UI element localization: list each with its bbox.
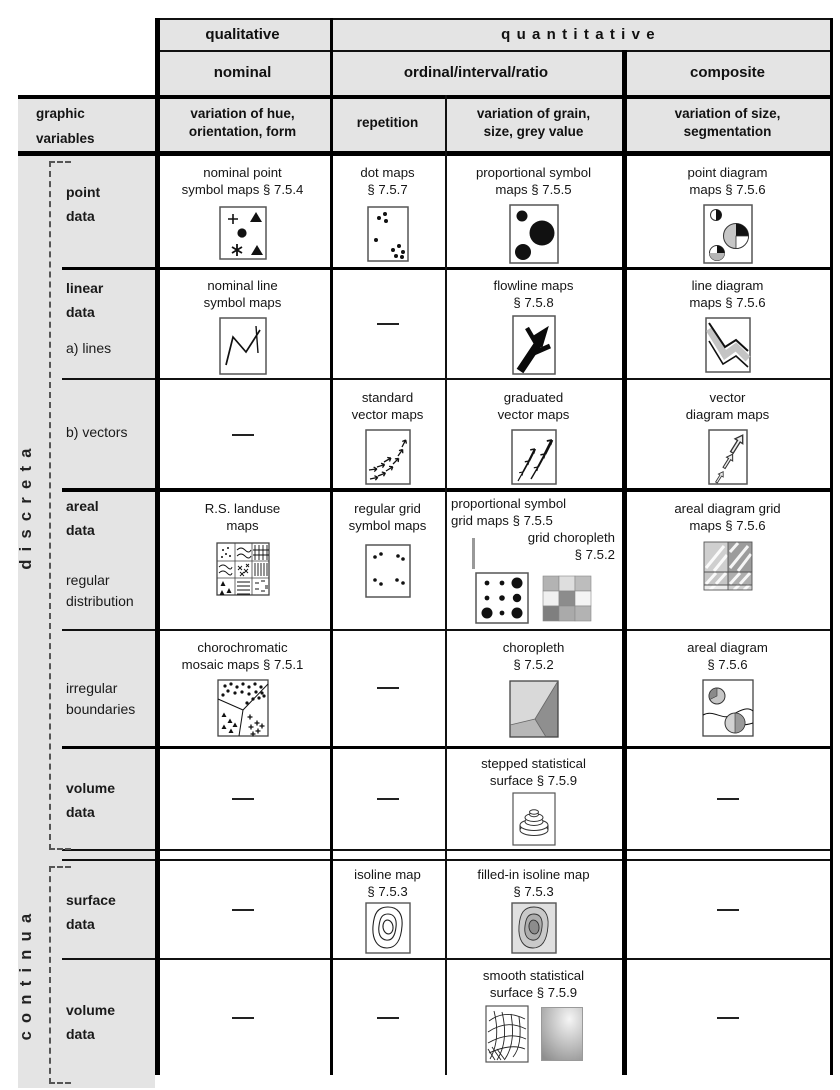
header-repetition [332, 97, 443, 149]
cell-isoline-map [332, 862, 443, 961]
cell-filled-isoline-map [447, 862, 620, 961]
row-label-line: data [66, 208, 95, 224]
header-line: repetition [356, 115, 419, 130]
row-label-areal-data [66, 494, 99, 542]
none-dash [717, 798, 739, 800]
row-label-surface-data [66, 888, 116, 936]
header-label: quantitative [501, 25, 661, 43]
cell-empty [157, 862, 328, 957]
cell-empty [332, 269, 443, 378]
caption-line: regular grid [354, 501, 421, 516]
none-dash [377, 323, 399, 325]
vector-diagram-icon [708, 429, 748, 485]
caption-line: maps § 7.5.6 [689, 518, 766, 533]
caption-line: diagram maps [685, 407, 770, 422]
none-dash [232, 434, 254, 436]
isoline-map-icon [365, 902, 411, 954]
cell-nominal-line-symbol-maps [157, 269, 328, 386]
cell-caption [205, 500, 281, 534]
header-line: variation of hue, [190, 106, 295, 121]
row-label-line: data [66, 304, 95, 320]
caption-line: mosaic maps § 7.5.1 [181, 657, 304, 672]
line-diagram-icon [705, 317, 751, 373]
section-label-discreta [17, 385, 45, 625]
cell-vector-diagram-maps [625, 381, 830, 496]
caption-line: areal diagram grid [674, 501, 781, 516]
cell-regular-grid-symbol-maps [332, 492, 443, 635]
caption-line: R.S. landuse [204, 501, 281, 516]
cell-empty [332, 749, 443, 848]
row-label-line: a) lines [66, 340, 112, 356]
cell-caption [688, 164, 768, 198]
row-label-line: point [66, 184, 101, 200]
cell-caption [686, 389, 770, 423]
header-line: segmentation [683, 124, 772, 139]
cell-empty [157, 749, 328, 848]
dot-map-icon [367, 206, 409, 262]
caption-line: surface § 7.5.9 [489, 985, 578, 1000]
cell-rs-landuse-maps [157, 492, 328, 635]
caption-line: standard [361, 390, 414, 405]
cell-empty [332, 961, 443, 1075]
caption-line: maps § 7.5.6 [689, 295, 766, 310]
caption-line: stepped statistical [481, 756, 586, 771]
chorochromatic-mosaic-icon [217, 679, 269, 737]
cell-empty [157, 961, 328, 1075]
cell-empty [157, 381, 328, 488]
none-dash [377, 687, 399, 689]
header-composite [625, 51, 830, 94]
header-label: nominal [213, 64, 272, 81]
row-label-b-vectors [66, 420, 127, 444]
none-dash [377, 1017, 399, 1019]
header-variation-size [625, 97, 830, 149]
filled-isoline-map-icon [511, 902, 557, 954]
cell-standard-vector-maps [332, 381, 443, 496]
header-label: ordinal/interval/ratio [403, 64, 549, 81]
row-label-point-data [66, 180, 100, 228]
row-label-line: irregular [66, 680, 118, 696]
caption-line: symbol maps [348, 518, 427, 533]
cell-caption [182, 639, 304, 673]
cell-stepped-statistical-surface [447, 749, 620, 854]
caption-divider-tick [472, 538, 475, 569]
cell-nominal-point-symbol-maps [157, 156, 328, 275]
cell-icons [447, 572, 620, 624]
cell-empty [332, 631, 443, 745]
row-label-line: volume [66, 780, 116, 796]
caption-line: filled-in isoline map [477, 867, 590, 882]
row-label-volume-data-continua [66, 998, 115, 1046]
caption-line: symbol maps [203, 295, 282, 310]
caption-line: point diagram [687, 165, 768, 180]
row-label-line: regular [66, 572, 110, 588]
caption-line: areal diagram [687, 640, 768, 655]
fishnet-surface-icon [485, 1005, 529, 1063]
row-label-linear-data [66, 276, 103, 324]
caption-line: vector maps [351, 407, 424, 422]
caption-line: § 7.5.3 [513, 884, 554, 899]
cell-caption [349, 500, 427, 534]
caption-line: § 7.5.7 [367, 182, 408, 197]
header-label: qualitative [205, 25, 280, 43]
row-label-line: data [66, 1026, 95, 1042]
cell-flowline-maps [447, 269, 620, 386]
row-label-line: b) vectors [66, 424, 128, 440]
cell-icons [485, 1005, 583, 1063]
cell-caption [674, 500, 780, 534]
cell-caption [481, 755, 586, 789]
header-label: composite [689, 64, 765, 81]
caption-line: vector [709, 390, 746, 405]
cell-caption [360, 164, 414, 198]
row-label-line: boundaries [66, 701, 136, 717]
graduated-vectors-icon [511, 429, 557, 485]
caption-line: grid choropleth [527, 530, 615, 545]
caption-line: nominal point [203, 165, 282, 180]
cell-caption [689, 277, 765, 311]
standard-vectors-icon [365, 429, 411, 485]
choropleth-icon [508, 679, 560, 739]
header-line: size, grey value [483, 124, 584, 139]
cell-smooth-statistical-surface [447, 961, 620, 1081]
areal-diagram-pies-icon [702, 679, 754, 737]
cell-caption [477, 866, 589, 900]
cell-caption [451, 495, 566, 529]
cell-proportional-symbol-grid-maps [447, 492, 620, 627]
corner-graphic-variables [36, 101, 95, 151]
cell-empty [625, 862, 830, 957]
caption-line: graduated [503, 390, 564, 405]
row-label-line: linear [66, 280, 104, 296]
smooth-gradient-surface-icon [541, 1007, 583, 1061]
caption-line: surface § 7.5.9 [489, 773, 578, 788]
row-label-line: areal [66, 498, 99, 514]
regular-grid-symbols-icon [365, 544, 411, 598]
cell-caption [494, 277, 574, 311]
caption-line: grid maps § 7.5.5 [451, 513, 553, 528]
header-variation-hue [157, 97, 328, 149]
caption-line: maps § 7.5.5 [495, 182, 572, 197]
caption-line: § 7.5.2 [574, 547, 615, 562]
nominal-point-symbols-icon [219, 206, 267, 260]
section-label-text: discreta [17, 440, 35, 570]
cell-caption [476, 164, 591, 198]
section-label-continua [17, 853, 45, 1090]
cell-proportional-symbol-maps [447, 156, 620, 275]
caption-line: vector maps [497, 407, 570, 422]
row-label-line: surface [66, 892, 116, 908]
header-variable [675, 105, 781, 141]
stepped-statistical-surface-icon [512, 792, 556, 846]
caption-line: proportional symbol [451, 496, 567, 511]
row-label-line: data [66, 522, 95, 538]
row-label-line: data [66, 804, 95, 820]
caption-line: dot maps [360, 165, 415, 180]
caption-line: maps [226, 518, 259, 533]
cell-areal-diagram-grid-maps [625, 492, 830, 635]
caption-line: choropleth [502, 640, 565, 655]
caption-line: proportional symbol [475, 165, 592, 180]
header-line: orientation, form [188, 124, 297, 139]
pie-chart-map-icon [703, 204, 753, 264]
proportional-symbol-grid-icon [475, 572, 529, 624]
caption-line: line diagram [691, 278, 764, 293]
none-dash [232, 1017, 254, 1019]
row-label-line: distribution [66, 593, 134, 609]
header-ordinal-interval-ratio [332, 51, 620, 94]
cell-areal-diagram [625, 631, 830, 753]
row-label-a-lines [66, 336, 111, 360]
row-label-line: data [66, 916, 95, 932]
cell-empty [625, 749, 830, 848]
header-quantitative [332, 19, 830, 49]
cell-choropleth [447, 631, 620, 753]
none-dash [232, 909, 254, 911]
cell-caption [498, 389, 570, 423]
caption-line: maps § 7.5.6 [689, 182, 766, 197]
section-label-text: continua [17, 905, 35, 1041]
cell-caption [354, 866, 421, 900]
cell-caption [503, 639, 565, 673]
grid-choropleth-icon [541, 574, 593, 623]
caption-line: smooth statistical [482, 968, 585, 983]
header-line: variation of size, [674, 106, 781, 121]
cell-caption [528, 529, 615, 563]
none-dash [377, 798, 399, 800]
row-label-regular-distribution [66, 570, 134, 612]
cell-caption [182, 164, 304, 198]
areal-diagram-grid-icon [702, 540, 754, 592]
header-line: variation of grain, [476, 106, 591, 121]
header-variation-grain [447, 97, 620, 149]
caption-line: § 7.5.2 [513, 657, 554, 672]
row-label-line: volume [66, 1002, 116, 1018]
caption-line: flowline maps [493, 278, 574, 293]
cell-graduated-vector-maps [447, 381, 620, 496]
corner-line: graphic [36, 106, 85, 121]
cell-chorochromatic-mosaic-maps [157, 631, 328, 753]
cell-caption [687, 639, 768, 673]
row-label-volume-data-discreta [66, 776, 115, 824]
cell-point-diagram-maps [625, 156, 830, 275]
corner-line: variables [36, 131, 95, 146]
caption-line: nominal line [207, 278, 278, 293]
header-qualitative [157, 19, 328, 49]
cell-empty [625, 961, 830, 1075]
cell-line-diagram-maps [625, 269, 830, 386]
header-variable [189, 105, 296, 141]
caption-line: § 7.5.6 [707, 657, 748, 672]
proportional-symbols-icon [509, 204, 559, 264]
row-label-irregular-boundaries [66, 678, 135, 720]
cell-caption [352, 389, 424, 423]
header-nominal [157, 51, 328, 94]
none-dash [717, 909, 739, 911]
none-dash [717, 1017, 739, 1019]
cell-caption [204, 277, 282, 311]
flowline-icon [512, 315, 556, 375]
cell-caption [483, 967, 584, 1001]
header-variable [477, 105, 590, 141]
caption-line: chorochromatic [197, 640, 288, 655]
caption-line: symbol maps § 7.5.4 [181, 182, 304, 197]
rs-landuse-icon [216, 542, 270, 596]
caption-line: isoline map [354, 867, 421, 882]
caption-line: § 7.5.8 [513, 295, 554, 310]
caption-line: § 7.5.3 [367, 884, 408, 899]
nominal-line-icon [219, 317, 267, 375]
none-dash [232, 798, 254, 800]
cell-dot-maps [332, 156, 443, 275]
